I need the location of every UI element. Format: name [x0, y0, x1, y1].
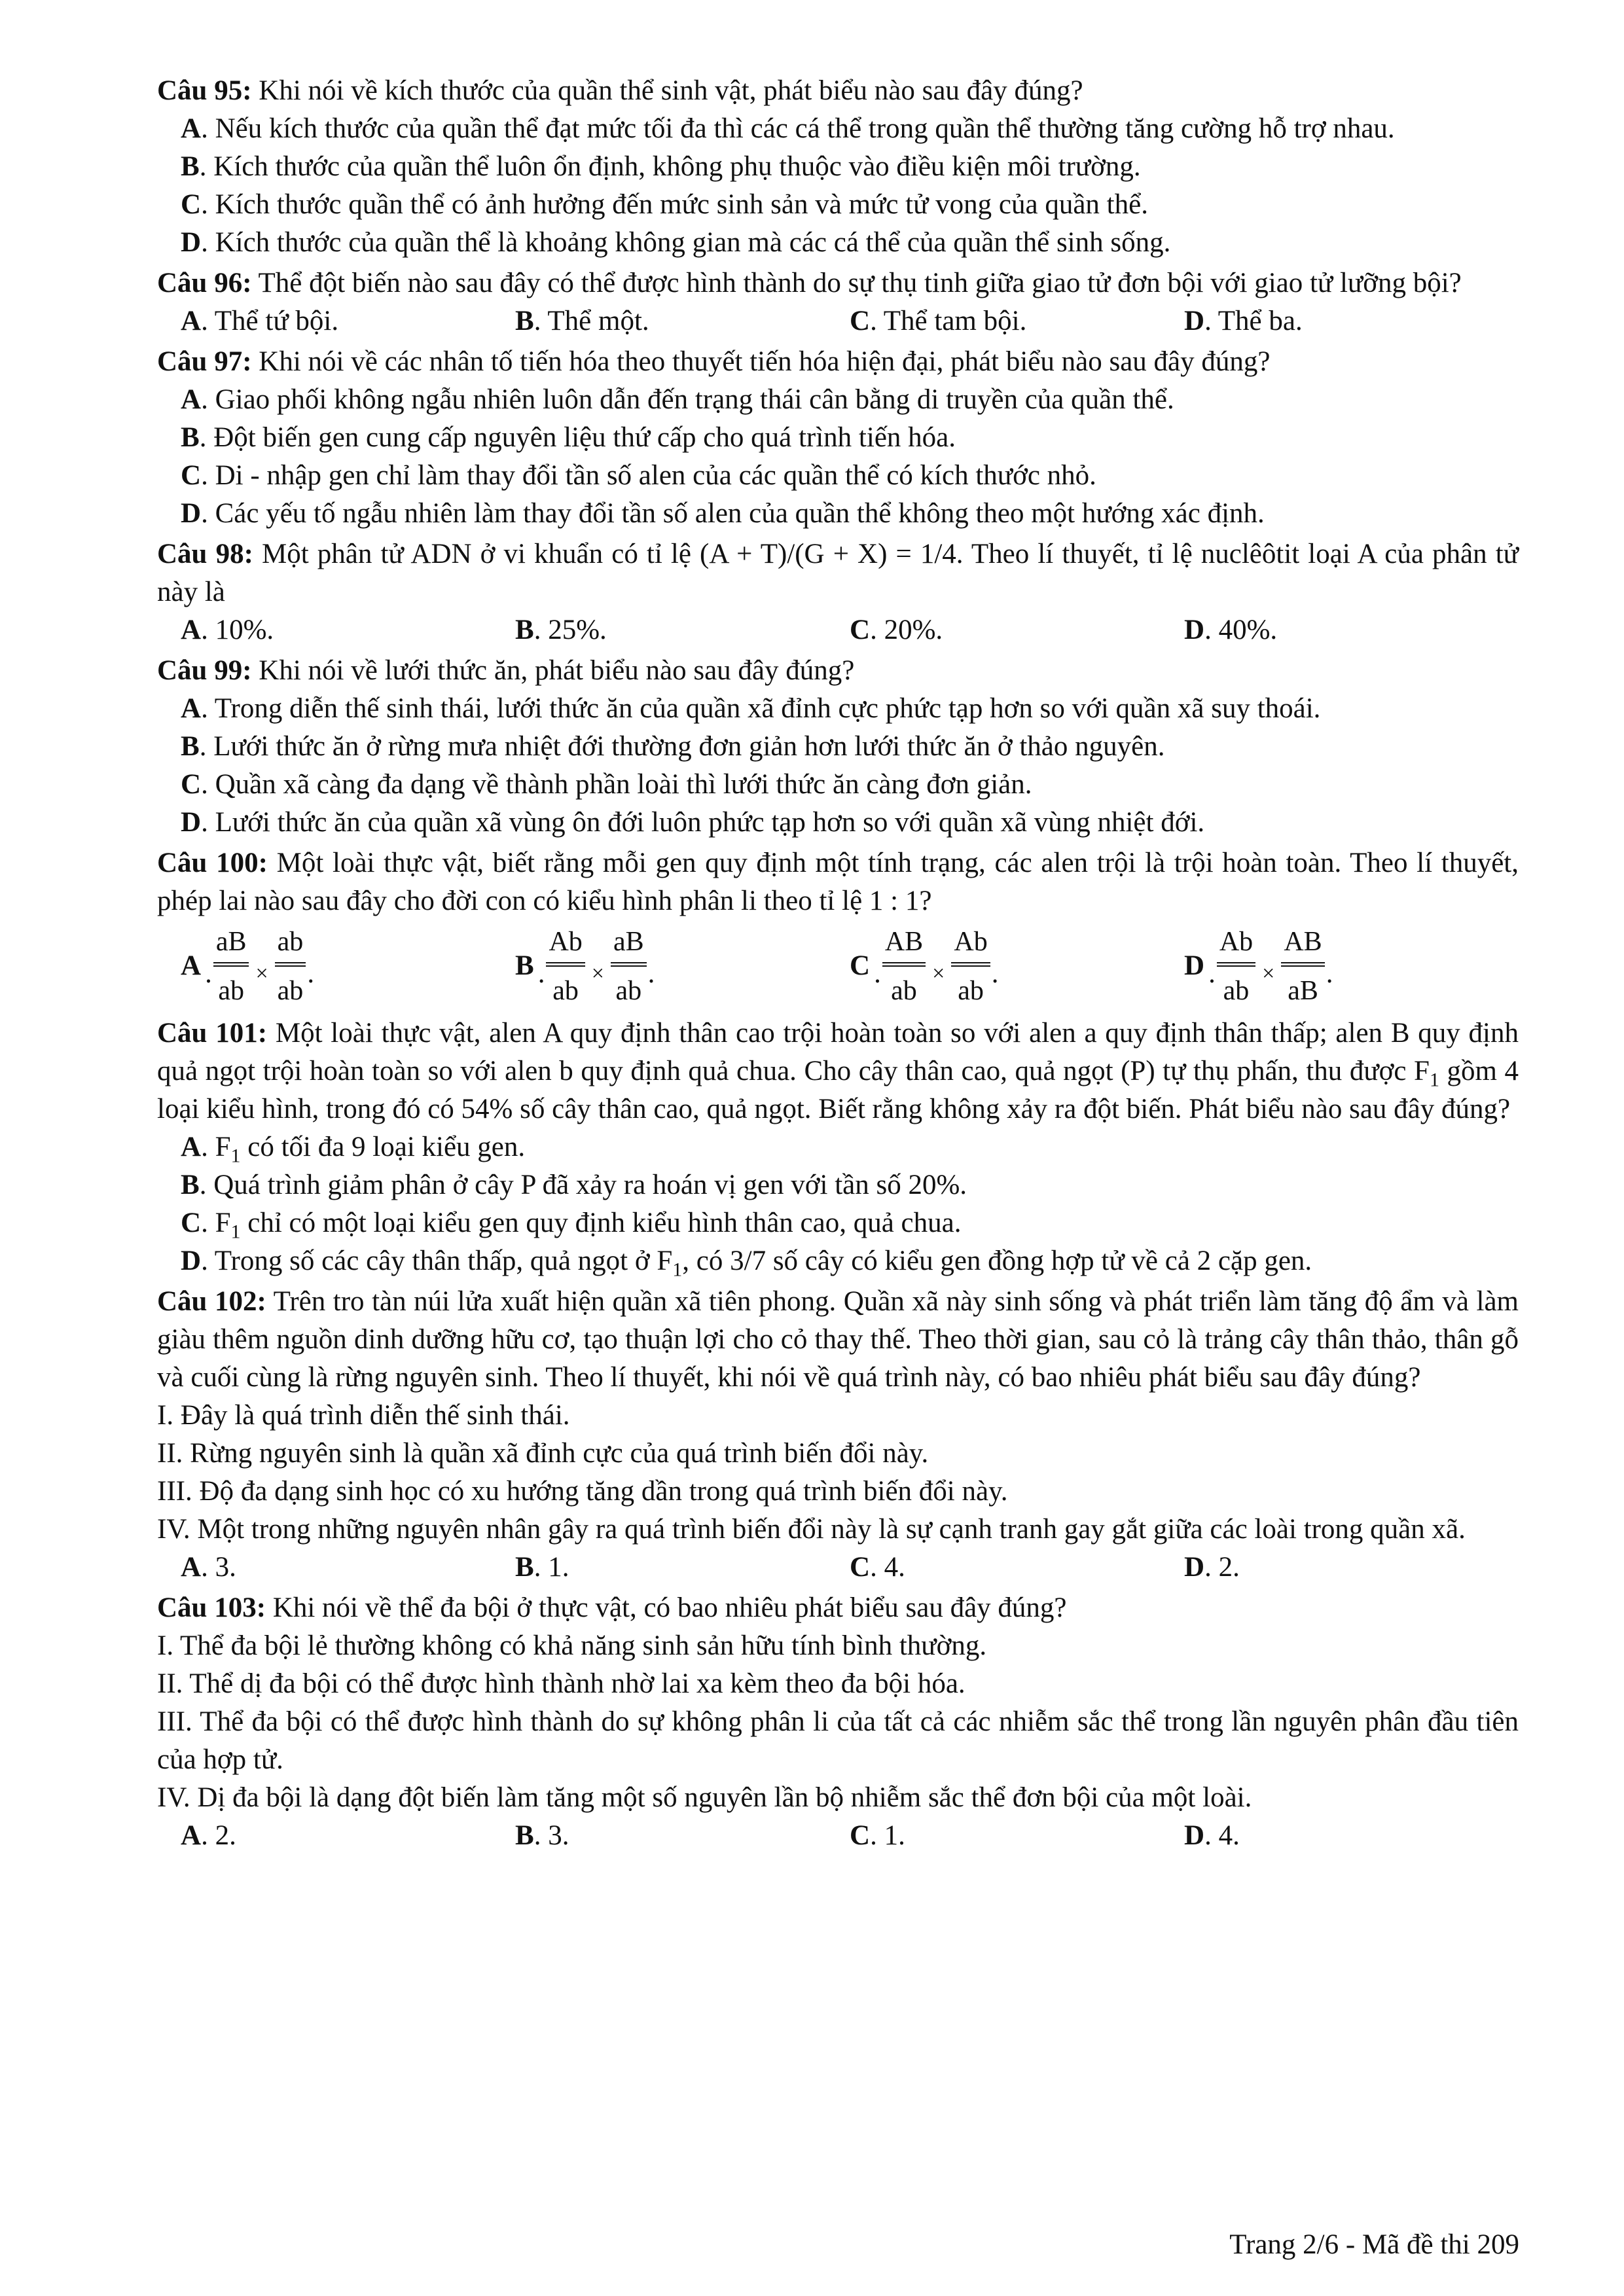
option: C. Di - nhập gen chỉ làm thay đổi tần số alen của các quần thể có kích thước nhỏ.	[181, 460, 1096, 491]
option: D. Lưới thức ăn của quần xã vùng ôn đới luôn phức tạp hơn so với quần xã vùng nhiệt đới.	[181, 807, 1205, 838]
statement: IV. Dị đa bội là dạng đột biến làm tăng một số nguyên lần bộ nhiễm sắc thể đơn bội của một loài.	[157, 1782, 1252, 1813]
option: D. 2.	[1184, 1552, 1240, 1583]
genotype-fraction: aB ab	[611, 925, 647, 1007]
question-label: Câu 102:	[157, 1286, 266, 1317]
option: D. Trong số các cây thân thấp, quả ngọt ở $F_1$, có 3/7 số cây có kiểu gen đồng hợp tử về cả 2 cặp gen.	[181, 1246, 1312, 1281]
option: B. 1.	[515, 1552, 569, 1583]
option: B. Đột biến gen cung cấp nguyên liệu thứ cấp cho quá trình tiến hóa.	[181, 422, 956, 453]
option: C. Thể tam bội.	[850, 306, 1027, 336]
genotype-fraction: ab ab	[275, 925, 306, 1007]
genotype-fraction: aB ab	[213, 925, 249, 1007]
option: A. 10%.	[181, 615, 274, 645]
option: A. Trong diễn thế sinh thái, lưới thức ăn của quần xã đỉnh cực phức tạp hơn so với quần xã suy thoái.	[181, 693, 1321, 724]
statement: III. Thể đa bội có thể được hình thành do sự không phân li của tất cả các nhiễm sắc thể trong lần nguyên phân đầu tiên của hợp tử.	[157, 1706, 1519, 1775]
option: C. $F_1$ chỉ có một loại kiểu gen quy định kiểu hình thân cao, quả chua.	[181, 1208, 962, 1243]
question-text: Trên tro tàn núi lửa xuất hiện quần xã tiên phong. Quần xã này sinh sống và phát triển làm tăng độ ẩm và làm giàu thêm nguồn dinh dưỡng hữu cơ, tạo thuận lợi cho cỏ thay thế. Theo thời gian, sau cỏ là trảng cây thân thảo, thân gỗ và cuối cùng là rừng nguyên sinh. Theo lí thuyết, khi nói về quá trình này, có bao nhiêu phát biểu sau đây đúng?	[157, 1286, 1519, 1393]
question-label: Câu 98:	[157, 539, 253, 569]
cross-option-c: C . AB ab × Ab ab .	[850, 926, 999, 1006]
question-text: Khi nói về các nhân tố tiến hóa theo thuyết tiến hóa hiện đại, phát biểu nào sau đây đúng?	[251, 346, 1271, 377]
genotype-fraction: Ab ab	[951, 925, 990, 1007]
question-text: Khi nói về lưới thức ăn, phát biểu nào sau đây đúng?	[251, 655, 855, 686]
question-text: Khi nói về kích thước của quần thể sinh vật, phát biểu nào sau đây đúng?	[251, 75, 1083, 106]
statement: II. Thể dị đa bội có thể được hình thành nhờ lai xa kèm theo đa bội hóa.	[157, 1668, 965, 1699]
statement: IV. Một trong những nguyên nhân gây ra quá trình biến đổi này là sự cạnh tranh gay gắt giữa các loài trong quần xã.	[157, 1514, 1466, 1545]
question-text: Một phân tử ADN ở vi khuẩn có tỉ lệ (A + T)/(G + X) = 1/4. Theo lí thuyết, tỉ lệ nuclêôtit loại A của phân tử này là	[157, 539, 1519, 607]
question-label: Câu 103:	[157, 1592, 266, 1623]
genotype-fraction: Ab ab	[1217, 925, 1255, 1007]
question-96	[157, 264, 1519, 340]
option: B. Quá trình giảm phân ở cây P đã xảy ra hoán vị gen với tần số 20%.	[181, 1170, 967, 1200]
question-99	[157, 652, 1519, 842]
exam-page	[157, 72, 1519, 1857]
option: D. Thể ba.	[1184, 306, 1303, 336]
option: D. Kích thước của quần thể là khoảng không gian mà các cá thể của quần thể sinh sống.	[181, 227, 1171, 258]
option: A. 2.	[181, 1820, 236, 1851]
option: B. Thể một.	[515, 306, 649, 336]
option: A. Giao phối không ngẫu nhiên luôn dẫn đến trạng thái cân bằng di truyền của quần thể.	[181, 384, 1174, 415]
genotype-fraction: AB aB	[1281, 925, 1324, 1007]
question-98	[157, 535, 1519, 649]
statement: III. Độ đa dạng sinh học có xu hướng tăng dần trong quá trình biến đổi này.	[157, 1476, 1008, 1507]
option: B. 3.	[515, 1820, 569, 1851]
question-text: Thể đột biến nào sau đây có thể được hình thành do sự thụ tinh giữa giao tử đơn bội với giao tử lưỡng bội?	[251, 268, 1462, 298]
option: A. $F_1$ có tối đa 9 loại kiểu gen.	[181, 1132, 526, 1167]
question-102	[157, 1283, 1519, 1587]
statement: I. Đây là quá trình diễn thế sinh thái.	[157, 1400, 570, 1431]
option: C. 1.	[850, 1820, 905, 1851]
cross-options-row	[157, 920, 1519, 1012]
question-100	[157, 844, 1519, 1012]
option: B. 25%.	[515, 615, 607, 645]
options-row	[157, 1549, 1519, 1587]
option: B. Lưới thức ăn ở rừng mưa nhiệt đới thường đơn giản hơn lưới thức ăn ở thảo nguyên.	[181, 731, 1165, 762]
options-row	[157, 611, 1519, 649]
question-label: Câu 100:	[157, 848, 268, 878]
question-97	[157, 343, 1519, 533]
question-label: Câu 97:	[157, 346, 252, 377]
question-label: Câu 96:	[157, 268, 252, 298]
question-text: Khi nói về thể đa bội ở thực vật, có bao nhiêu phát biểu sau đây đúng?	[266, 1592, 1067, 1623]
question-103	[157, 1589, 1519, 1855]
question-101: Câu 101: Một loài thực vật, alen A quy định thân cao trội hoàn toàn so với alen a quy định thân thấp; alen B quy định quả ngọt trội hoàn toàn so với alen b quy định quả chua. Cho cây thân cao, quả ngọt (P) tự thụ phấn, thu được $F_1$ gồm 4 loại kiểu hình, trong đó có 54% số cây thân cao, quả ngọt. Biết rằng không xảy ra đột biến. Phát biểu nào sau đây đúng? A. $F_1$ có tối đa 9 loại kiểu gen. B. Quá trình giảm phân ở cây P đã xảy ra hoán vị gen với tần số 20%. C. $F_1$ chỉ có một loại kiểu gen quy định kiểu hình thân cao, quả chua. D. Trong số các cây thân thấp, quả ngọt ở $F_1$, có 3/7 số cây có kiểu gen đồng hợp tử về cả 2 cặp gen.	[157, 1018, 1519, 1281]
option: A. Nếu kích thước của quần thể đạt mức tối đa thì các cá thể trong quần thể thường tăng cường hỗ trợ nhau.	[181, 113, 1395, 144]
question-label: Câu 101:	[157, 1018, 268, 1049]
question-label: Câu 99:	[157, 655, 252, 686]
statement: II. Rừng nguyên sinh là quần xã đỉnh cực của quá trình biến đổi này.	[157, 1438, 929, 1469]
option: D. 4.	[1184, 1820, 1240, 1851]
option: D. 40%.	[1184, 615, 1278, 645]
option: C. 20%.	[850, 615, 943, 645]
options-row	[157, 302, 1519, 340]
question-95	[157, 72, 1519, 262]
option: D. Các yếu tố ngẫu nhiên làm thay đổi tần số alen của quần thể không theo một hướng xác định.	[181, 498, 1265, 529]
options-row	[157, 1817, 1519, 1855]
option: C. Kích thước quần thể có ảnh hưởng đến mức sinh sản và mức tử vong của quần thể.	[181, 189, 1148, 220]
option: A. Thể tứ bội.	[181, 306, 339, 336]
question-label: Câu 95:	[157, 75, 252, 106]
cross-option-b: B . Ab ab × aB ab .	[515, 926, 655, 1006]
genotype-fraction: Ab ab	[546, 925, 585, 1007]
statement: I. Thể đa bội lẻ thường không có khả năng sinh sản hữu tính bình thường.	[157, 1630, 987, 1661]
cross-option-a: A . aB ab × ab ab .	[181, 926, 315, 1006]
option: B. Kích thước của quần thể luôn ổn định, không phụ thuộc vào điều kiện môi trường.	[181, 151, 1141, 182]
genotype-fraction: AB ab	[882, 925, 926, 1007]
question-text: Một loài thực vật, biết rằng mỗi gen quy định một tính trạng, các alen trội là trội hoàn toàn. Theo lí thuyết, phép lai nào sau đây cho đời con có kiểu hình phân li theo tỉ lệ 1 : 1?	[157, 848, 1519, 916]
cross-option-d: D . Ab ab × AB aB .	[1184, 926, 1333, 1006]
page-footer: Trang 2/6 - Mã đề thi 209	[1229, 2229, 1519, 2260]
option: A. 3.	[181, 1552, 236, 1583]
option: C. Quần xã càng đa dạng về thành phần loài thì lưới thức ăn càng đơn giản.	[181, 769, 1032, 800]
option: C. 4.	[850, 1552, 905, 1583]
